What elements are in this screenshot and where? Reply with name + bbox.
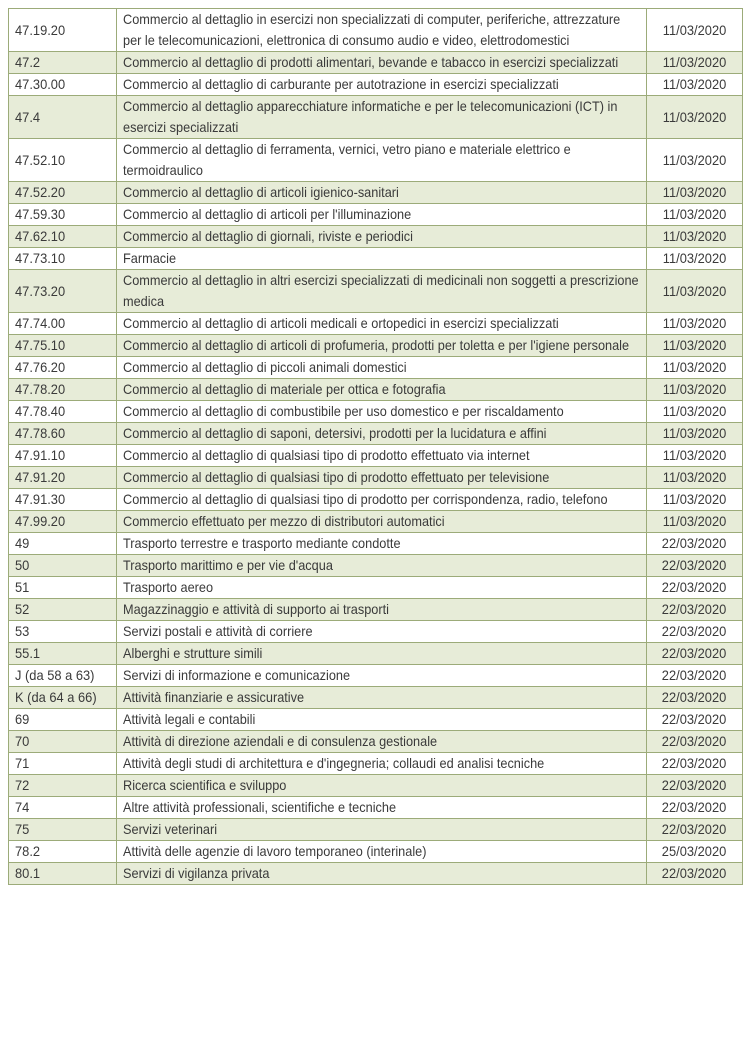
date-cell (647, 511, 743, 533)
code-cell (9, 489, 117, 511)
date-text: 11/03/2020 (662, 108, 727, 125)
description-cell (117, 665, 647, 687)
code-cell (9, 665, 117, 687)
code-cell (9, 204, 117, 226)
description-cell (117, 533, 647, 555)
date-cell (647, 357, 743, 379)
code-text: 47.74.00 (15, 315, 66, 331)
code-cell (9, 96, 117, 139)
description-text: Commercio effettuato per mezzo di distributori automatici (123, 513, 445, 529)
date-cell (647, 863, 743, 885)
table-row (9, 74, 743, 96)
date-cell (647, 335, 743, 357)
table-row (9, 819, 743, 841)
code-cell (9, 555, 117, 577)
date-cell (647, 533, 743, 555)
description-cell (117, 577, 647, 599)
code-text: 47.73.20 (15, 282, 66, 299)
code-text: 47.99.20 (15, 513, 66, 529)
code-cell (9, 577, 117, 599)
code-text: 47.78.60 (15, 425, 66, 441)
description-text: Trasporto marittimo e per vie d'acqua (123, 557, 333, 573)
table-row (9, 709, 743, 731)
description-text: Commercio al dettaglio di piccoli animali domestici (123, 359, 407, 375)
description-cell (117, 226, 647, 248)
date-cell (647, 687, 743, 709)
table-row (9, 182, 743, 204)
table-row (9, 643, 743, 665)
description-cell (117, 270, 647, 313)
date-cell (647, 599, 743, 621)
code-cell (9, 74, 117, 96)
code-text: 47.76.20 (15, 359, 66, 375)
date-cell (647, 775, 743, 797)
table-body (9, 9, 743, 885)
date-cell (647, 643, 743, 665)
description-text: Servizi di informazione e comunicazione (123, 667, 351, 683)
description-text: Attività legali e contabili (123, 711, 256, 727)
description-text: Attività delle agenzie di lavoro temporaneo (interinale) (123, 843, 427, 859)
description-text: Commercio al dettaglio in esercizi non specializzati di computer, periferiche, attrezzature per le telecomunicazioni, elettronica di consumo audio e video, elettrodomestici (123, 11, 621, 48)
date-text: 22/03/2020 (662, 689, 727, 705)
code-cell (9, 445, 117, 467)
description-text: Commercio al dettaglio di articoli per l'illuminazione (123, 206, 412, 222)
date-text: 11/03/2020 (662, 337, 727, 353)
description-cell (117, 357, 647, 379)
date-text: 11/03/2020 (662, 76, 727, 92)
description-text: Magazzinaggio e attività di supporto ai trasporti (123, 601, 389, 617)
code-text: 47.59.30 (15, 206, 66, 222)
table-row (9, 379, 743, 401)
table-row (9, 52, 743, 74)
date-cell (647, 555, 743, 577)
code-text: J (da 58 a 63) (15, 667, 95, 683)
description-cell (117, 687, 647, 709)
description-cell (117, 445, 647, 467)
date-text: 11/03/2020 (662, 447, 727, 463)
date-text: 22/03/2020 (662, 535, 727, 551)
date-cell (647, 577, 743, 599)
code-text: 53 (15, 623, 30, 639)
date-text: 22/03/2020 (662, 711, 727, 727)
description-cell (117, 379, 647, 401)
date-cell (647, 270, 743, 313)
code-text: 47.78.40 (15, 403, 66, 419)
description-cell (117, 335, 647, 357)
date-cell (647, 797, 743, 819)
description-cell (117, 555, 647, 577)
date-text: 11/03/2020 (662, 21, 727, 38)
date-text: 22/03/2020 (662, 755, 727, 771)
code-cell (9, 9, 117, 52)
description-text: Trasporto terrestre e trasporto mediante condotte (123, 535, 401, 551)
date-cell (647, 709, 743, 731)
table-row (9, 357, 743, 379)
date-text: 22/03/2020 (662, 579, 727, 595)
code-cell (9, 313, 117, 335)
description-cell (117, 819, 647, 841)
code-text: 70 (15, 733, 30, 749)
table-row (9, 511, 743, 533)
table-row (9, 401, 743, 423)
date-cell (647, 204, 743, 226)
date-text: 11/03/2020 (662, 359, 727, 375)
date-text: 22/03/2020 (662, 733, 727, 749)
code-cell (9, 467, 117, 489)
table-row (9, 445, 743, 467)
date-text: 22/03/2020 (662, 799, 727, 815)
description-cell (117, 139, 647, 182)
table-row (9, 423, 743, 445)
description-cell (117, 775, 647, 797)
date-text: 22/03/2020 (662, 667, 727, 683)
table-row (9, 9, 743, 52)
date-text: 22/03/2020 (662, 623, 727, 639)
table-row (9, 533, 743, 555)
table-row (9, 863, 743, 885)
table-row (9, 841, 743, 863)
table-row (9, 248, 743, 270)
date-text: 22/03/2020 (662, 557, 727, 573)
date-text: 11/03/2020 (662, 469, 727, 485)
code-cell (9, 248, 117, 270)
code-text: 71 (15, 755, 30, 771)
description-cell (117, 467, 647, 489)
description-cell (117, 313, 647, 335)
code-cell (9, 226, 117, 248)
table-row (9, 96, 743, 139)
code-text: 55.1 (15, 645, 41, 661)
description-cell (117, 753, 647, 775)
date-cell (647, 731, 743, 753)
date-cell (647, 621, 743, 643)
code-cell (9, 423, 117, 445)
description-cell (117, 599, 647, 621)
description-cell (117, 96, 647, 139)
description-text: Commercio al dettaglio di combustibile per uso domestico e per riscaldamento (123, 403, 564, 419)
date-text: 25/03/2020 (662, 843, 727, 859)
code-text: 47.62.10 (15, 228, 66, 244)
date-text: 11/03/2020 (662, 315, 727, 331)
code-text: 47.75.10 (15, 337, 66, 353)
code-cell (9, 270, 117, 313)
code-text: 47.52.20 (15, 184, 66, 200)
description-cell (117, 248, 647, 270)
code-text: 47.91.10 (15, 447, 66, 463)
description-cell (117, 52, 647, 74)
description-text: Commercio al dettaglio di giornali, riviste e periodici (123, 228, 413, 244)
code-cell (9, 841, 117, 863)
code-text: 51 (15, 579, 30, 595)
code-text: 74 (15, 799, 30, 815)
date-cell (647, 96, 743, 139)
description-text: Alberghi e strutture simili (123, 645, 263, 661)
code-cell (9, 379, 117, 401)
code-text: 80.1 (15, 865, 41, 881)
code-text: 47.19.20 (15, 21, 66, 38)
description-text: Farmacie (123, 250, 177, 266)
date-text: 11/03/2020 (662, 228, 727, 244)
code-text: 49 (15, 535, 30, 551)
code-text: 47.91.30 (15, 491, 66, 507)
description-text: Commercio al dettaglio di materiale per ottica e fotografia (123, 381, 446, 397)
date-text: 11/03/2020 (662, 491, 727, 507)
description-text: Commercio al dettaglio di qualsiasi tipo di prodotto effettuato via internet (123, 447, 530, 463)
code-text: 47.52.10 (15, 151, 66, 168)
date-text: 11/03/2020 (662, 513, 727, 529)
date-cell (647, 139, 743, 182)
code-text: 47.78.20 (15, 381, 66, 397)
table-row (9, 204, 743, 226)
description-cell (117, 643, 647, 665)
code-cell (9, 687, 117, 709)
table-row (9, 797, 743, 819)
description-cell (117, 74, 647, 96)
date-cell (647, 489, 743, 511)
description-text: Attività finanziarie e assicurative (123, 689, 305, 705)
code-cell (9, 511, 117, 533)
table-row (9, 335, 743, 357)
description-text: Commercio al dettaglio di qualsiasi tipo di prodotto effettuato per televisione (123, 469, 550, 485)
code-text: 47.2 (15, 54, 41, 70)
table-row (9, 731, 743, 753)
table-row (9, 313, 743, 335)
code-text: 50 (15, 557, 30, 573)
table-row (9, 775, 743, 797)
description-text: Servizi postali e attività di corriere (123, 623, 313, 639)
code-cell (9, 709, 117, 731)
description-text: Altre attività professionali, scientifiche e tecniche (123, 799, 397, 815)
date-text: 11/03/2020 (662, 206, 727, 222)
date-cell (647, 52, 743, 74)
table-row (9, 687, 743, 709)
date-text: 11/03/2020 (662, 250, 727, 266)
code-cell (9, 599, 117, 621)
table-row (9, 139, 743, 182)
code-text: 52 (15, 601, 30, 617)
code-text: 72 (15, 777, 30, 793)
date-cell (647, 423, 743, 445)
table-row (9, 621, 743, 643)
description-text: Commercio al dettaglio di articoli igienico-sanitari (123, 184, 399, 200)
date-cell (647, 313, 743, 335)
description-cell (117, 841, 647, 863)
code-cell (9, 533, 117, 555)
date-cell (647, 226, 743, 248)
description-text: Commercio al dettaglio in altri esercizi specializzati di medicinali non soggetti a prescrizione medica (123, 272, 639, 309)
code-cell (9, 863, 117, 885)
description-text: Commercio al dettaglio di articoli di profumeria, prodotti per toletta e per l'igiene personale (123, 337, 630, 353)
date-text: 11/03/2020 (662, 425, 727, 441)
ateco-codes-table (8, 8, 743, 885)
description-cell (117, 182, 647, 204)
description-text: Commercio al dettaglio di ferramenta, vernici, vetro piano e materiale elettrico e termoidraulico (123, 141, 571, 178)
description-text: Commercio al dettaglio di saponi, detersivi, prodotti per la lucidatura e affini (123, 425, 547, 441)
date-text: 22/03/2020 (662, 821, 727, 837)
description-text: Commercio al dettaglio di articoli medicali e ortopedici in esercizi specializzati (123, 315, 559, 331)
code-cell (9, 753, 117, 775)
date-cell (647, 841, 743, 863)
table-row (9, 599, 743, 621)
date-cell (647, 182, 743, 204)
description-text: Ricerca scientifica e sviluppo (123, 777, 287, 793)
description-text: Trasporto aereo (123, 579, 214, 595)
date-text: 22/03/2020 (662, 601, 727, 617)
description-cell (117, 423, 647, 445)
code-text: K (da 64 a 66) (15, 689, 97, 705)
description-text: Commercio al dettaglio di carburante per autotrazione in esercizi specializzati (123, 76, 559, 92)
code-cell (9, 819, 117, 841)
code-cell (9, 52, 117, 74)
description-text: Servizi di vigilanza privata (123, 865, 270, 881)
code-cell (9, 731, 117, 753)
code-text: 47.73.10 (15, 250, 66, 266)
code-cell (9, 621, 117, 643)
description-text: Servizi veterinari (123, 821, 218, 837)
date-text: 11/03/2020 (662, 381, 727, 397)
description-text: Commercio al dettaglio di prodotti alimentari, bevande e tabacco in esercizi specializzati (123, 54, 619, 70)
description-cell (117, 797, 647, 819)
table-row (9, 489, 743, 511)
description-text: Commercio al dettaglio di qualsiasi tipo di prodotto per corrispondenza, radio, telefono (123, 491, 608, 507)
description-cell (117, 511, 647, 533)
description-text: Attività degli studi di architettura e d'ingegneria; collaudi ed analisi tecniche (123, 755, 545, 771)
table-row (9, 577, 743, 599)
code-text: 78.2 (15, 843, 41, 859)
table-row (9, 753, 743, 775)
date-cell (647, 467, 743, 489)
date-cell (647, 74, 743, 96)
code-text: 47.91.20 (15, 469, 66, 485)
table-row (9, 226, 743, 248)
description-text: Attività di direzione aziendali e di consulenza gestionale (123, 733, 438, 749)
description-cell (117, 401, 647, 423)
date-cell (647, 379, 743, 401)
description-text: Commercio al dettaglio apparecchiature informatiche e per le telecomunicazioni (ICT) in esercizi specializzati (123, 98, 618, 135)
table-row (9, 555, 743, 577)
description-cell (117, 9, 647, 52)
date-cell (647, 665, 743, 687)
code-cell (9, 643, 117, 665)
date-cell (647, 819, 743, 841)
code-cell (9, 139, 117, 182)
description-cell (117, 204, 647, 226)
date-cell (647, 9, 743, 52)
description-cell (117, 731, 647, 753)
code-cell (9, 775, 117, 797)
date-text: 22/03/2020 (662, 777, 727, 793)
description-cell (117, 863, 647, 885)
date-text: 22/03/2020 (662, 865, 727, 881)
table-row (9, 467, 743, 489)
date-text: 11/03/2020 (662, 282, 727, 299)
code-text: 47.4 (15, 108, 41, 125)
code-text: 47.30.00 (15, 76, 66, 92)
description-cell (117, 709, 647, 731)
date-text: 11/03/2020 (662, 151, 727, 168)
date-text: 22/03/2020 (662, 645, 727, 661)
code-cell (9, 182, 117, 204)
code-cell (9, 357, 117, 379)
date-cell (647, 753, 743, 775)
code-text: 69 (15, 711, 30, 727)
description-cell (117, 489, 647, 511)
date-text: 11/03/2020 (662, 184, 727, 200)
description-cell (117, 621, 647, 643)
date-cell (647, 445, 743, 467)
code-cell (9, 401, 117, 423)
date-text: 11/03/2020 (662, 54, 727, 70)
table-row (9, 665, 743, 687)
date-cell (647, 248, 743, 270)
date-text: 11/03/2020 (662, 403, 727, 419)
table-row (9, 270, 743, 313)
date-cell (647, 401, 743, 423)
code-cell (9, 335, 117, 357)
code-cell (9, 797, 117, 819)
code-text: 75 (15, 821, 30, 837)
